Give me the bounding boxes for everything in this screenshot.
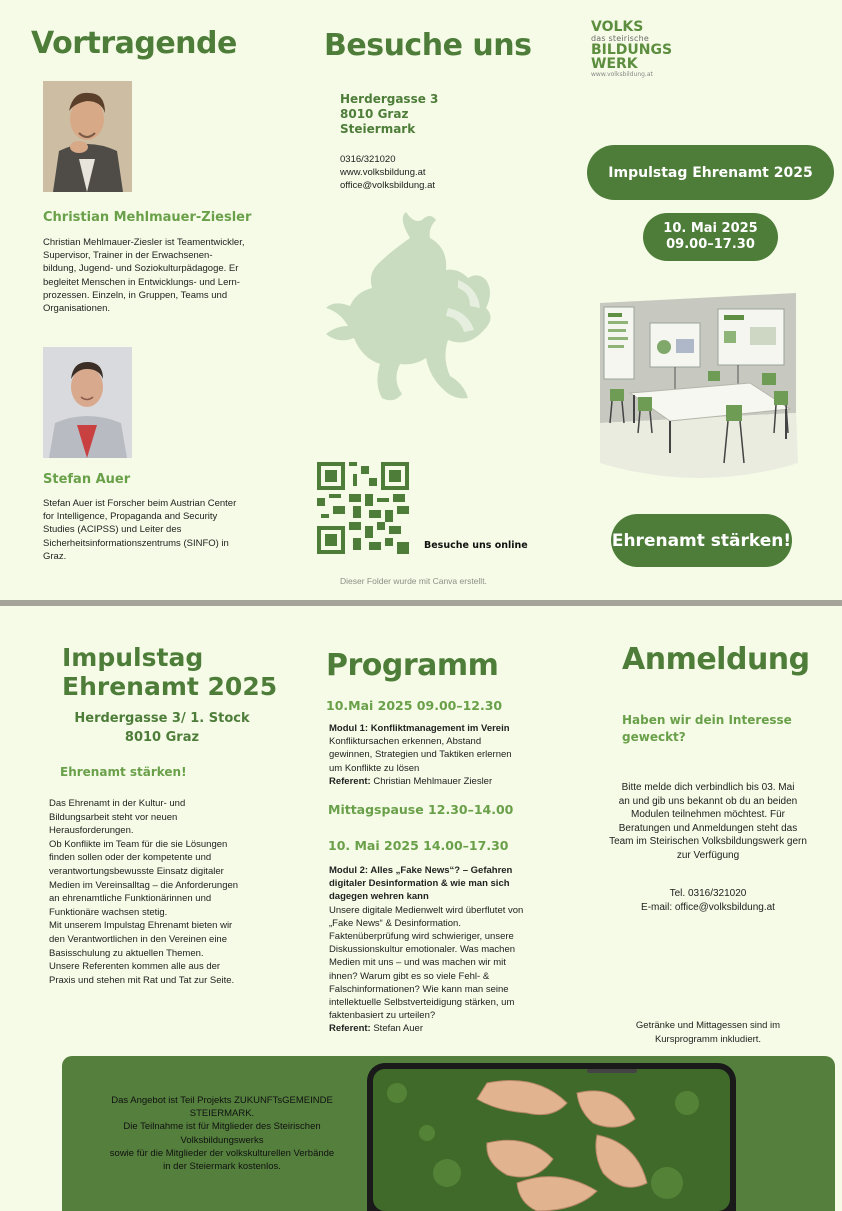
registration-contact[interactable]: Tel. 0316/321020 E-mail: office@volksbildung.at (641, 888, 775, 913)
speaker1-bio: Christian Mehlmauer-Ziesler ist Teamentwickler, Supervisor, Trainer in der Erwachsenen- bildung, Jugend- und Soziokulturpädagoge. Er begleitet Menschen in Entwicklungs- und Lern- prozessen. Einzeln, in Gruppen, Teams und Organisationen. (43, 237, 245, 315)
volksbildungswerk-logo: VOLKS das steirische BILDUNGS WERK www.volksbildung.at (591, 19, 673, 78)
speaker1-name: Christian Mehlmauer-Ziesler (43, 210, 252, 225)
registration-sub: Haben wir dein Interesse geweckt? (622, 713, 792, 744)
event-date-pill: 10. Mai 2025 09.00–17.30 (643, 213, 778, 261)
program-module1: Modul 1: Konfliktmanagement im Verein Konfliktursachen erkennen, Abstand gewinnen, Strategien und Taktiken erlernen um Konflikte zu lösen Referent: Christian Mehlmauer Ziesler (329, 723, 512, 787)
registration-food-note: Getränke und Mittagessen sind im Kursprogramm inkludiert. (635, 1020, 781, 1045)
program-slot2: 10. Mai 2025 14.00–17.30 (328, 838, 509, 853)
qr-code[interactable] (317, 462, 409, 554)
canva-note: Dieser Folder wurde mit Canva erstellt. (340, 576, 487, 586)
bottom-title: Impulstag Ehrenamt 2025 (62, 643, 278, 701)
visit-address: Herdergasse 3 8010 Graz Steiermark (340, 92, 439, 136)
program-lunch: Mittagspause 12.30–14.00 (328, 802, 514, 817)
visit-contact: 0316/321020 www.volksbildung.at office@volksbildung.at (340, 154, 436, 192)
speakers-heading: Vortragende (31, 26, 237, 61)
program-slot1: 10.Mai 2025 09.00–12.30 (326, 698, 503, 713)
program-heading: Programm (326, 648, 499, 683)
qr-caption: Besuche uns online (424, 540, 528, 551)
fold-divider (0, 600, 842, 606)
hands-photo-frame (367, 1063, 736, 1211)
event-title-pill: Impulstag Ehrenamt 2025 (587, 145, 834, 200)
speaker1-photo (43, 81, 132, 192)
cta-pill[interactable]: Ehrenamt stärken! (611, 514, 792, 567)
speaker2-photo (43, 347, 132, 458)
bottom-subheading: Ehrenamt stärken! (60, 765, 187, 779)
footer-text: Das Angebot ist Teil Projekts ZUKUNFTsGEMEINDE STEIERMARK. Die Teilnahme ist für Mitglieder des Steirischen Volksbildungswerks sowie für die Mitglieder der volkskulturellen Verbände in der Steiermark kostenlos. (109, 1095, 335, 1173)
seminar-room-illustration (600, 293, 798, 483)
registration-text: Bitte melde dich verbindlich bis 03. Mai an und gib uns bekannt ob du an beiden Modulen teilnehmen möchtest. Für Beratungen und Anmeldungen steht das Team im Steirischen Volksbildungswerk gern zur Verfügung (609, 782, 807, 861)
styrian-panther-emblem (318, 208, 504, 418)
registration-heading: Anmeldung (622, 642, 810, 677)
bottom-address: Herdergasse 3/ 1. Stock 8010 Graz (74, 711, 250, 745)
bottom-intro-text: Das Ehrenamt in der Kultur- und Bildungsarbeit steht vor neuen Herausforderungen. Ob Konflikte im Team für die sie Lösungen finden sollen oder der kompetente und verantwortungsbewusste Einsatz digitaler Medien im Vereinsalltag – die Anforderungen an ehrenamtliche Funktionärinnen und Funktionäre wachsen stetig. Mit unserem Impulstag Ehrenamt bieten wir den Verantwortlichen in den Vereinen eine Basisschulung zu aktuellen Themen. Unsere Referenten kommen alle aus der Praxis und stehen mit Rat und Tat zur Seite. (49, 798, 239, 986)
speaker2-name: Stefan Auer (43, 472, 131, 487)
program-module2: Modul 2: Alles „Fake News“? – Gefahren digitaler Desinformation & wie man sich dagegen wehren kann Unsere digitale Medienwelt wird überflutet von „Fake News“ & Desinformation. Faktenüberprüfung wird schwieriger, unsere Diskussionskultur emotionaler. Was machen Medien mit uns – und was machen wir mit ihnen? Warum gibt es so viele Fehl- & Falschinformationen? Wie kann man seine intellektuelle Selbstverteidigung stärken, um faktenbasiert zu urteilen? Referent: Stefan Auer (329, 865, 524, 1035)
speaker2-bio: Stefan Auer ist Forscher beim Austrian Center for Intelligence, Propaganda and Security Studies (ACIPSS) und Leiter des Sicherheitsinformationszentrums (SINFO) in Graz. (43, 498, 237, 562)
visit-heading: Besuche uns (324, 28, 532, 63)
